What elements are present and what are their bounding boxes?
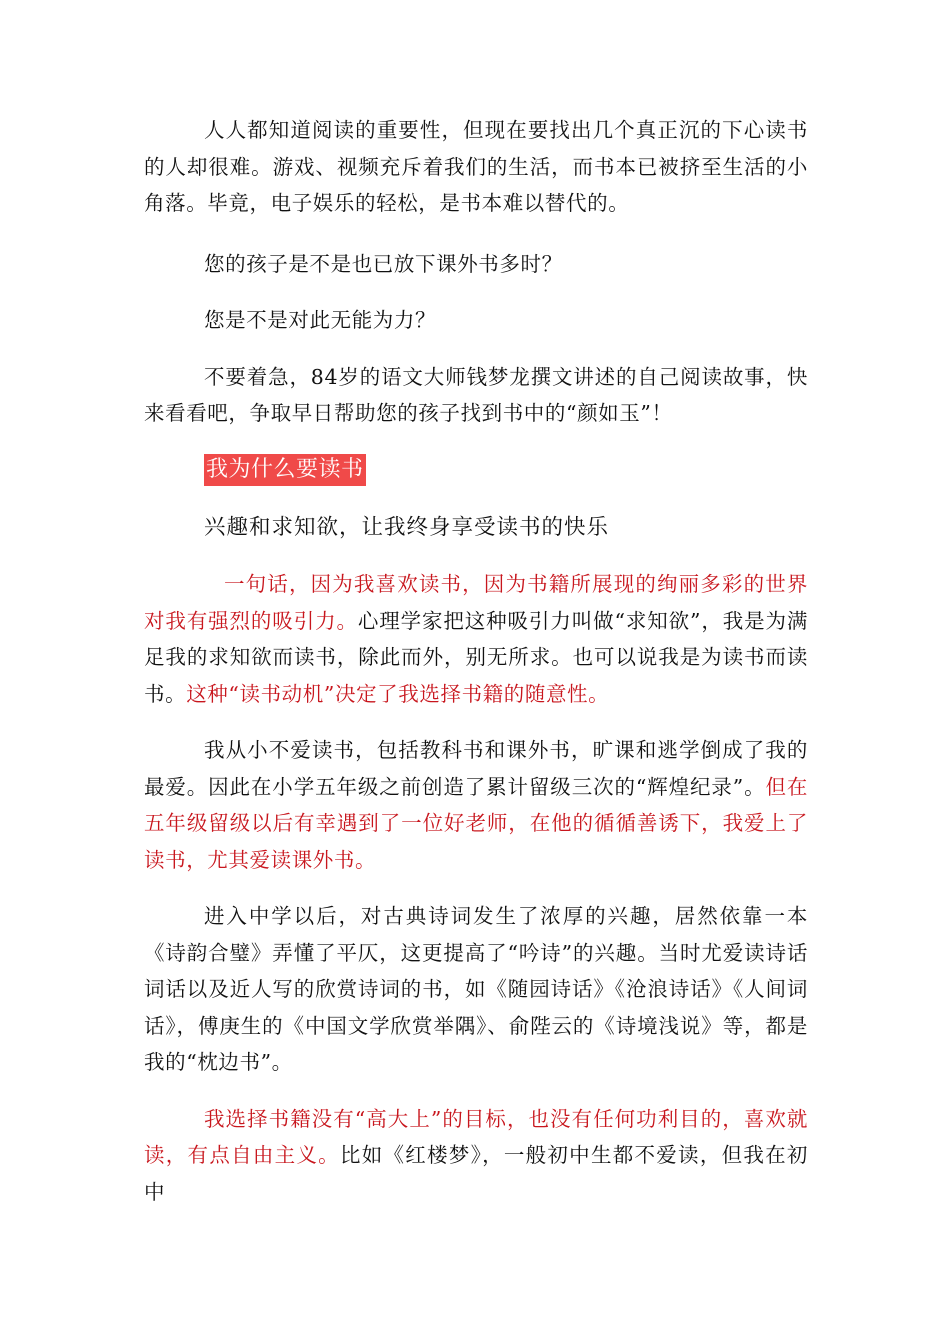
normal-text: 我从小不爱读书，包括教科书和课外书，旷课和逃学倒成了我的最爱。因此在小学五年级之前创造了累计留级三次的“辉煌纪录”。	[144, 738, 808, 799]
section-heading: 我为什么要读书	[204, 454, 366, 486]
article-body	[144, 112, 808, 1210]
intro-paragraph: 人人都知道阅读的重要性，但现在要找出几个真正沉的下心读书的人却很难。游戏、视频充斥着我们的生活，而书本已被挤至生活的小角落。毕竟，电子娱乐的轻松，是书本难以替代的。	[144, 118, 808, 215]
section-heading-wrapper	[204, 454, 808, 488]
middle-school-paragraph: 进入中学以后，对古典诗词发生了浓厚的兴趣，居然依靠一本《诗韵合璧》弄懂了平仄，这更提高了“吟诗”的兴趣。当时尤爱读诗话词话以及近人写的欣赏诗词的书，如《随园诗话》《沧浪诗话》《人间词话》，傅庚生的《中国文学欣赏举隅》、俞陛云的《诗境浅说》等，都是我的“枕边书”。	[144, 904, 808, 1074]
red-text: 这种“读书动机”决定了我选择书籍的随意性。	[186, 681, 610, 706]
red-text: 我选择书籍没有“高大上”的目标，也没有任何功利目的，喜欢就读，有点自由主义。	[144, 1106, 808, 1167]
book-choice-paragraph	[144, 1101, 808, 1211]
reading-motive-paragraph	[144, 566, 808, 712]
childhood-paragraph	[144, 732, 808, 878]
question-1: 您的孩子是不是也已放下课外书多时？	[204, 251, 563, 276]
encouragement-paragraph: 不要着急，84岁的语文大师钱梦龙撰文讲述的自己阅读故事，快来看看吧，争取早日帮助您的孩子找到书中的“颜如玉”！	[144, 364, 808, 425]
red-text: 一句话，因为我喜欢读书，因为书籍所展现的绚丽多彩的世界对我有强烈的吸引力。	[144, 572, 808, 633]
normal-text: 心理学家把这种吸引力叫做“求知欲”，我是为满足我的求知欲而读书，除此而外，别无所求。也可以说我是为读书而读书。	[144, 608, 808, 706]
normal-text: 比如《红楼梦》，一般初中生都不爱读，但我在初中	[144, 1143, 809, 1204]
question-2: 您是不是对此无能为力？	[204, 308, 437, 332]
red-text: 但在五年级留级以后有幸遇到了一位好老师，在他的循循善诱下，我爱上了读书，尤其爱读课外书。	[144, 774, 809, 872]
subheading: 兴趣和求知欲，让我终身享受读书的快乐	[204, 514, 610, 540]
